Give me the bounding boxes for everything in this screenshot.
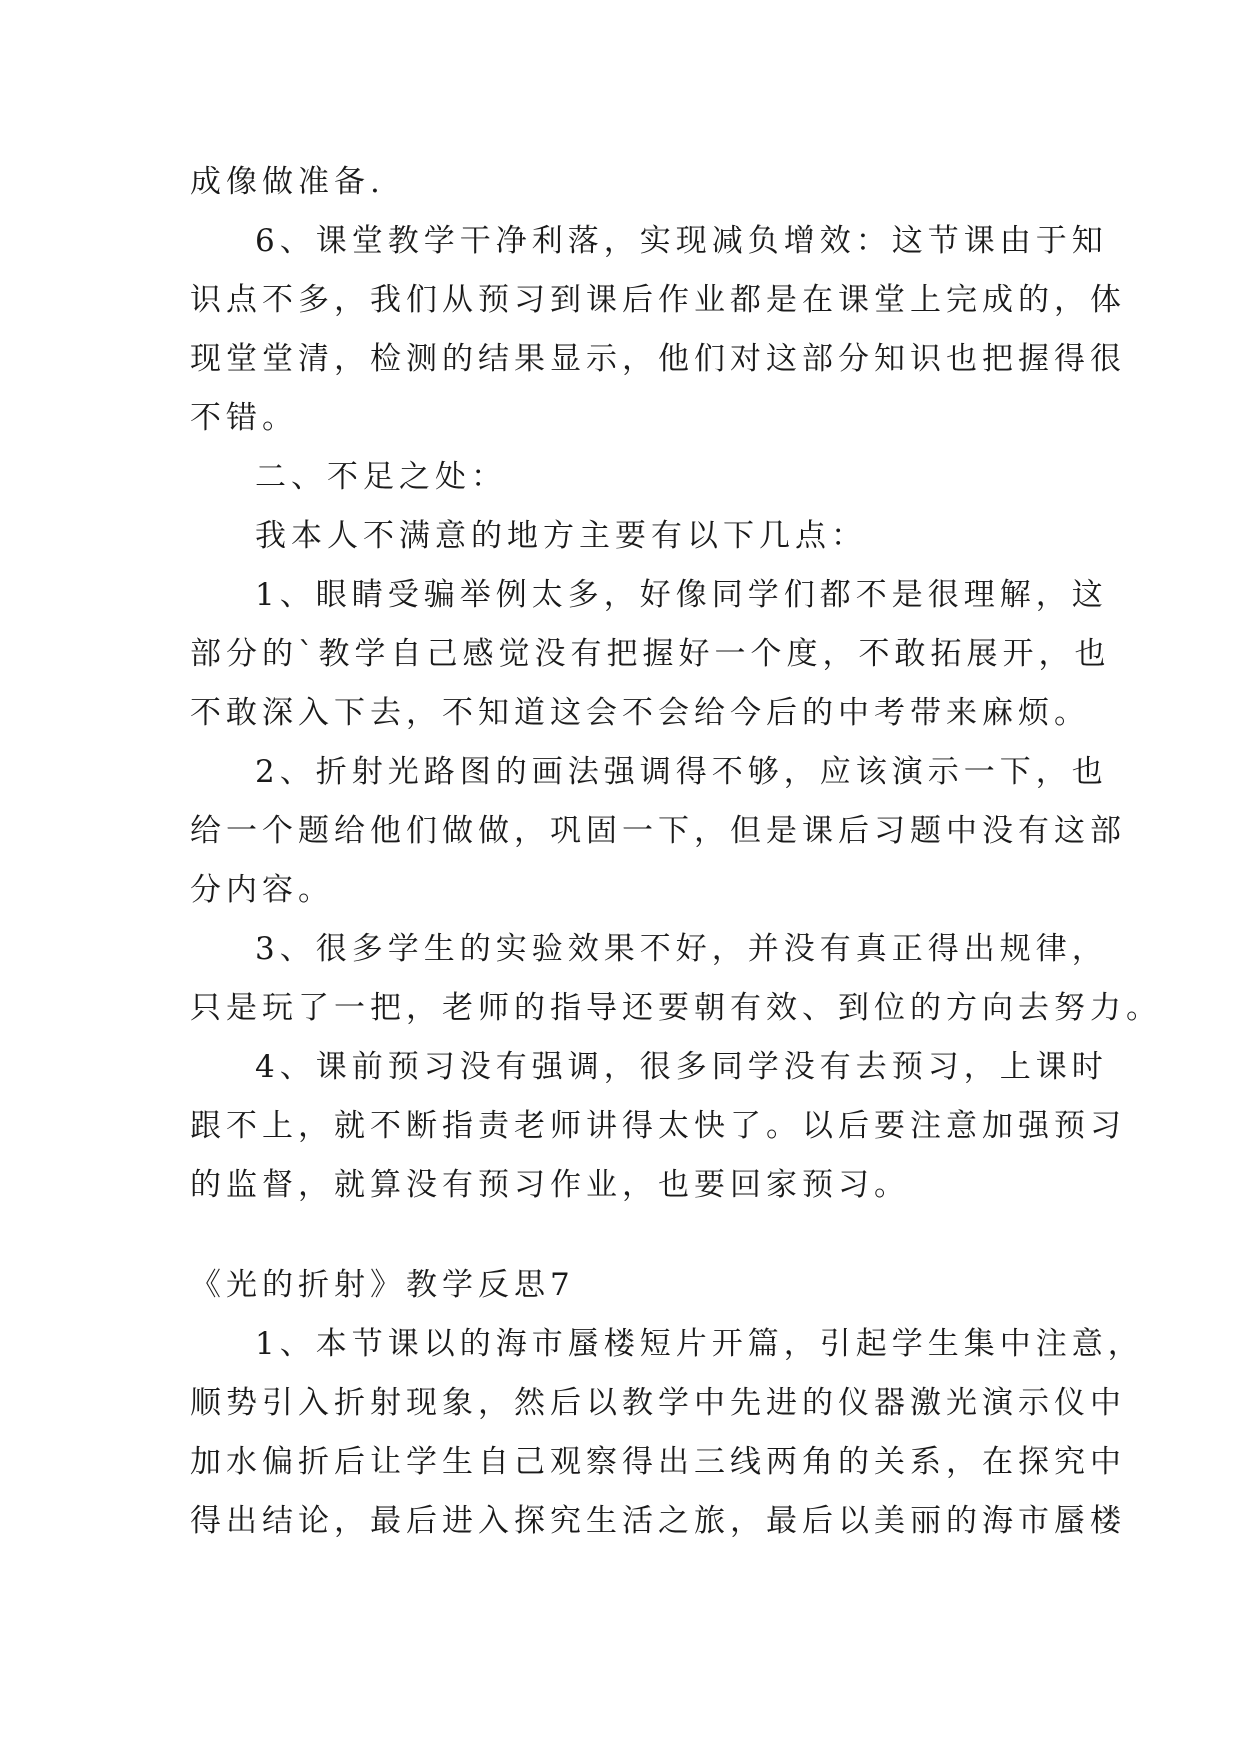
text-line: 部分的`教学自己感觉没有把握好一个度，不敢拓展开，也 — [190, 636, 1111, 672]
text-line: 加水偏折后让学生自己观察得出三线两角的关系，在探究中 — [190, 1444, 1126, 1480]
text-line: 6、课堂教学干净利落，实现减负增效：这节课由于知 — [255, 223, 1108, 259]
text-line: 成像做准备. — [190, 164, 385, 200]
text-line: 3、很多学生的实验效果不好，并没有真正得出规律， — [255, 931, 1108, 967]
text-line: 的监督，就算没有预习作业，也要回家预习。 — [190, 1167, 910, 1203]
text-line: 识点不多，我们从预习到课后作业都是在课堂上完成的，体 — [190, 282, 1126, 318]
text-line: 1、本节课以的海市蜃楼短片开篇，引起学生集中注意， — [255, 1326, 1144, 1362]
text-line: 4、课前预习没有强调，很多同学没有去预习，上课时 — [255, 1049, 1108, 1085]
section-heading: 二、不足之处： — [255, 459, 507, 495]
text-line: 现堂堂清，检测的结果显示，他们对这部分知识也把握得很 — [190, 341, 1126, 377]
text-line: 顺势引入折射现象，然后以教学中先进的仪器激光演示仪中 — [190, 1385, 1126, 1421]
text-line: 跟不上，就不断指责老师讲得太快了。以后要注意加强预习 — [190, 1108, 1126, 1144]
text-line: 我本人不满意的地方主要有以下几点： — [255, 518, 867, 554]
text-line: 不错。 — [190, 400, 298, 436]
text-line: 只是玩了一把，老师的指导还要朝有效、到位的方向去努力。 — [190, 990, 1162, 1026]
text-line: 得出结论，最后进入探究生活之旅，最后以美丽的海市蜃楼 — [190, 1503, 1126, 1539]
text-line: 给一个题给他们做做，巩固一下，但是课后习题中没有这部 — [190, 813, 1126, 849]
text-line: 分内容。 — [190, 872, 334, 908]
text-line: 1、眼睛受骗举例太多，好像同学们都不是很理解，这 — [255, 577, 1108, 613]
text-line: 不敢深入下去，不知道这会不会给今后的中考带来麻烦。 — [190, 695, 1090, 731]
text-line: 2、折射光路图的画法强调得不够，应该演示一下，也 — [255, 754, 1108, 790]
section-title: 《光的折射》教学反思7 — [190, 1267, 575, 1303]
